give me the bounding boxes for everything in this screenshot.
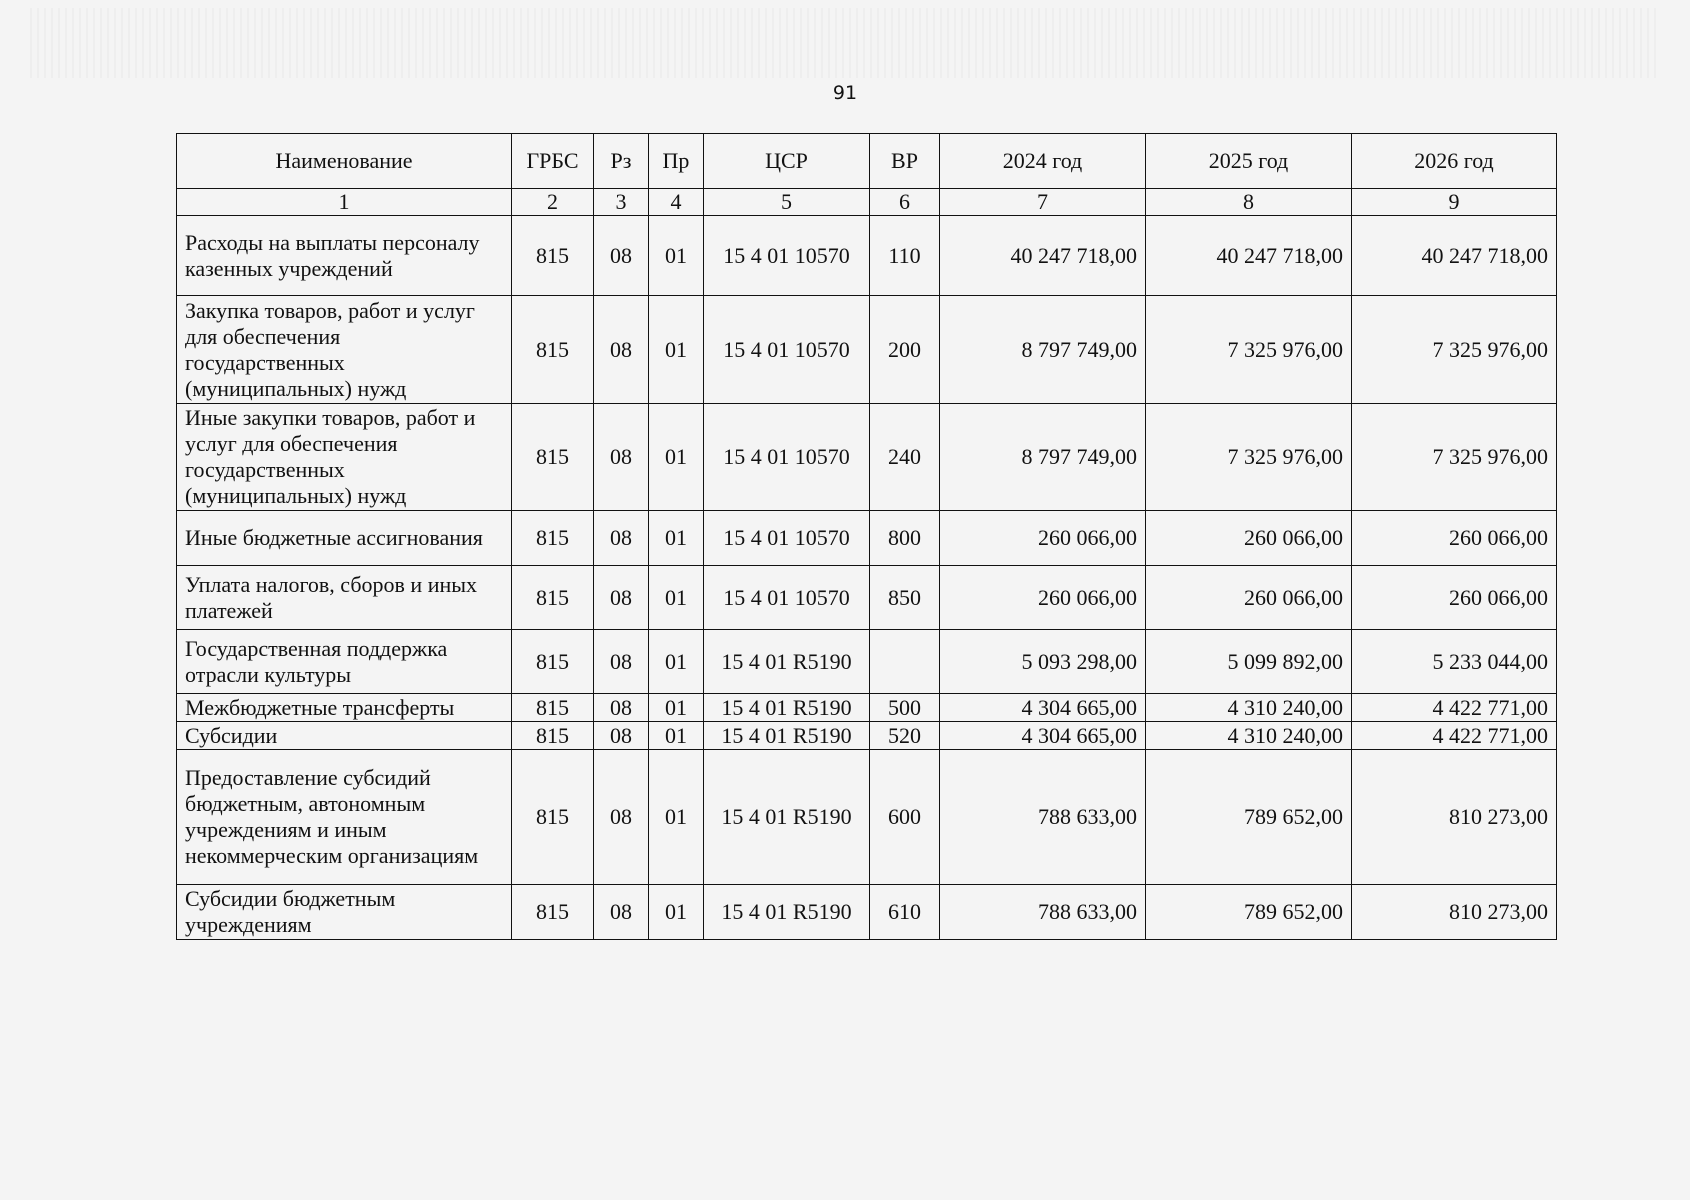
row-name: Предоставление субсидий бюджетным, автономным учреждениям и иным некоммерческим организациям bbox=[177, 750, 512, 885]
row-amount-2025: 4 310 240,00 bbox=[1146, 722, 1352, 750]
column-number: 6 bbox=[870, 189, 940, 216]
column-number: 9 bbox=[1352, 189, 1557, 216]
column-number: 3 bbox=[594, 189, 649, 216]
row-grbs: 815 bbox=[512, 722, 594, 750]
row-amount-2024: 4 304 665,00 bbox=[940, 694, 1146, 722]
row-vr: 240 bbox=[870, 404, 940, 511]
table-row bbox=[177, 630, 1557, 694]
row-amount-2025: 4 310 240,00 bbox=[1146, 694, 1352, 722]
row-rz: 08 bbox=[594, 511, 649, 566]
row-csr: 15 4 01 R5190 bbox=[704, 630, 870, 694]
table-row bbox=[177, 885, 1557, 940]
row-csr: 15 4 01 R5190 bbox=[704, 885, 870, 940]
row-csr: 15 4 01 10570 bbox=[704, 404, 870, 511]
header-cell-2025: 2025 год bbox=[1146, 134, 1352, 189]
header-cell-pr: Пр bbox=[649, 134, 704, 189]
row-vr: 500 bbox=[870, 694, 940, 722]
header-cell-rz: Рз bbox=[594, 134, 649, 189]
row-amount-2026: 5 233 044,00 bbox=[1352, 630, 1557, 694]
row-vr: 520 bbox=[870, 722, 940, 750]
row-rz: 08 bbox=[594, 296, 649, 404]
row-amount-2024: 5 093 298,00 bbox=[940, 630, 1146, 694]
column-number: 1 bbox=[177, 189, 512, 216]
row-vr bbox=[870, 630, 940, 694]
row-csr: 15 4 01 10570 bbox=[704, 566, 870, 630]
row-amount-2026: 810 273,00 bbox=[1352, 885, 1557, 940]
row-amount-2024: 8 797 749,00 bbox=[940, 296, 1146, 404]
row-vr: 600 bbox=[870, 750, 940, 885]
row-vr: 610 bbox=[870, 885, 940, 940]
row-name: Субсидии bbox=[177, 722, 512, 750]
row-name: Расходы на выплаты персоналу казенных учреждений bbox=[177, 216, 512, 296]
row-amount-2026: 4 422 771,00 bbox=[1352, 694, 1557, 722]
row-grbs: 815 bbox=[512, 216, 594, 296]
row-amount-2024: 4 304 665,00 bbox=[940, 722, 1146, 750]
row-vr: 850 bbox=[870, 566, 940, 630]
row-amount-2025: 40 247 718,00 bbox=[1146, 216, 1352, 296]
row-amount-2024: 260 066,00 bbox=[940, 566, 1146, 630]
row-amount-2025: 260 066,00 bbox=[1146, 511, 1352, 566]
row-name: Иные бюджетные ассигнования bbox=[177, 511, 512, 566]
row-rz: 08 bbox=[594, 750, 649, 885]
row-amount-2025: 7 325 976,00 bbox=[1146, 296, 1352, 404]
header-cell-2026: 2026 год bbox=[1352, 134, 1557, 189]
header-cell-grbs: ГРБС bbox=[512, 134, 594, 189]
column-number: 7 bbox=[940, 189, 1146, 216]
header-row bbox=[177, 134, 1557, 189]
row-grbs: 815 bbox=[512, 566, 594, 630]
row-csr: 15 4 01 10570 bbox=[704, 216, 870, 296]
row-amount-2026: 4 422 771,00 bbox=[1352, 722, 1557, 750]
scan-noise bbox=[30, 8, 1660, 78]
row-amount-2026: 7 325 976,00 bbox=[1352, 296, 1557, 404]
row-rz: 08 bbox=[594, 630, 649, 694]
row-amount-2025: 789 652,00 bbox=[1146, 885, 1352, 940]
row-amount-2026: 260 066,00 bbox=[1352, 566, 1557, 630]
row-pr: 01 bbox=[649, 296, 704, 404]
row-csr: 15 4 01 10570 bbox=[704, 296, 870, 404]
row-grbs: 815 bbox=[512, 885, 594, 940]
row-pr: 01 bbox=[649, 566, 704, 630]
row-pr: 01 bbox=[649, 511, 704, 566]
row-amount-2024: 788 633,00 bbox=[940, 885, 1146, 940]
table-row bbox=[177, 511, 1557, 566]
table-row bbox=[177, 722, 1557, 750]
row-amount-2026: 7 325 976,00 bbox=[1352, 404, 1557, 511]
row-rz: 08 bbox=[594, 694, 649, 722]
row-grbs: 815 bbox=[512, 296, 594, 404]
page-number: 91 bbox=[832, 82, 858, 104]
row-amount-2025: 7 325 976,00 bbox=[1146, 404, 1352, 511]
row-grbs: 815 bbox=[512, 750, 594, 885]
row-amount-2026: 40 247 718,00 bbox=[1352, 216, 1557, 296]
header-cell-vr: ВР bbox=[870, 134, 940, 189]
row-amount-2024: 40 247 718,00 bbox=[940, 216, 1146, 296]
column-number: 4 bbox=[649, 189, 704, 216]
table-row bbox=[177, 566, 1557, 630]
row-pr: 01 bbox=[649, 404, 704, 511]
row-grbs: 815 bbox=[512, 630, 594, 694]
row-amount-2025: 5 099 892,00 bbox=[1146, 630, 1352, 694]
row-amount-2025: 260 066,00 bbox=[1146, 566, 1352, 630]
row-pr: 01 bbox=[649, 750, 704, 885]
row-pr: 01 bbox=[649, 694, 704, 722]
row-amount-2026: 810 273,00 bbox=[1352, 750, 1557, 885]
column-number: 2 bbox=[512, 189, 594, 216]
row-name: Иные закупки товаров, работ и услуг для обеспечения государственных (муниципальных) нужд bbox=[177, 404, 512, 511]
row-grbs: 815 bbox=[512, 511, 594, 566]
row-grbs: 815 bbox=[512, 404, 594, 511]
header-cell-name: Наименование bbox=[177, 134, 512, 189]
row-name: Государственная поддержка отрасли культуры bbox=[177, 630, 512, 694]
table-row bbox=[177, 216, 1557, 296]
row-vr: 800 bbox=[870, 511, 940, 566]
row-name: Уплата налогов, сборов и иных платежей bbox=[177, 566, 512, 630]
row-rz: 08 bbox=[594, 566, 649, 630]
row-vr: 110 bbox=[870, 216, 940, 296]
table-row bbox=[177, 404, 1557, 511]
row-rz: 08 bbox=[594, 404, 649, 511]
row-rz: 08 bbox=[594, 722, 649, 750]
row-rz: 08 bbox=[594, 885, 649, 940]
row-csr: 15 4 01 R5190 bbox=[704, 722, 870, 750]
table-row bbox=[177, 296, 1557, 404]
row-amount-2026: 260 066,00 bbox=[1352, 511, 1557, 566]
row-name: Закупка товаров, работ и услуг для обеспечения государственных (муниципальных) нужд bbox=[177, 296, 512, 404]
row-amount-2024: 8 797 749,00 bbox=[940, 404, 1146, 511]
row-csr: 15 4 01 R5190 bbox=[704, 750, 870, 885]
header-cell-2024: 2024 год bbox=[940, 134, 1146, 189]
table-row bbox=[177, 694, 1557, 722]
row-name: Межбюджетные трансферты bbox=[177, 694, 512, 722]
column-number: 5 bbox=[704, 189, 870, 216]
budget-table bbox=[176, 133, 1557, 940]
row-amount-2025: 789 652,00 bbox=[1146, 750, 1352, 885]
row-pr: 01 bbox=[649, 885, 704, 940]
row-name: Субсидии бюджетным учреждениям bbox=[177, 885, 512, 940]
row-csr: 15 4 01 R5190 bbox=[704, 694, 870, 722]
column-number: 8 bbox=[1146, 189, 1352, 216]
row-amount-2024: 260 066,00 bbox=[940, 511, 1146, 566]
row-amount-2024: 788 633,00 bbox=[940, 750, 1146, 885]
column-number-row bbox=[177, 189, 1557, 216]
row-rz: 08 bbox=[594, 216, 649, 296]
header-cell-csr: ЦСР bbox=[704, 134, 870, 189]
row-pr: 01 bbox=[649, 630, 704, 694]
row-grbs: 815 bbox=[512, 694, 594, 722]
table-row bbox=[177, 750, 1557, 885]
row-pr: 01 bbox=[649, 722, 704, 750]
row-pr: 01 bbox=[649, 216, 704, 296]
row-csr: 15 4 01 10570 bbox=[704, 511, 870, 566]
row-vr: 200 bbox=[870, 296, 940, 404]
